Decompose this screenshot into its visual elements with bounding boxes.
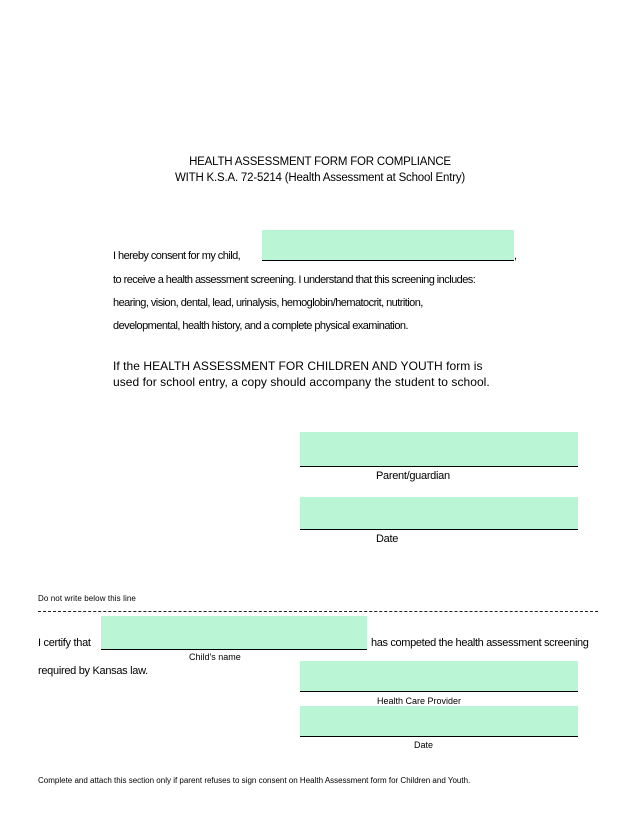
certify-line-2: required by Kansas law. xyxy=(38,665,148,677)
note-line-2: used for school entry, a copy should accompany the student to school. xyxy=(113,375,490,389)
childs-name-label: Child's name xyxy=(189,652,241,662)
parent-signature-field[interactable] xyxy=(300,432,578,466)
dashed-divider xyxy=(38,611,598,612)
provider-date-underline xyxy=(300,736,578,737)
form-title-line-1: HEALTH ASSESSMENT FORM FOR COMPLIANCE xyxy=(189,156,451,168)
provider-signature-underline xyxy=(300,691,578,692)
certify-prefix-text: I certify that xyxy=(38,637,91,649)
health-care-provider-label: Health Care Provider xyxy=(377,696,462,706)
certify-suffix-text: has competed the health assessment screening xyxy=(371,637,589,649)
certify-child-name-underline xyxy=(101,649,367,650)
consent-line-3: hearing, vision, dental, lead, urinalysis, hemoglobin/hematocrit, nutrition, xyxy=(113,297,423,309)
consent-intro-text: I hereby consent for my child, xyxy=(113,250,241,262)
consent-date-field[interactable] xyxy=(300,497,578,529)
child-name-field[interactable] xyxy=(262,230,514,260)
provider-date-label: Date xyxy=(414,740,434,750)
certify-child-name-field[interactable] xyxy=(101,616,367,649)
note-line-1: If the HEALTH ASSESSMENT FOR CHILDREN AND YOUTH form is xyxy=(113,359,483,373)
consent-line-4: developmental, health history, and a complete physical examination. xyxy=(113,320,408,332)
form-title-line-2: WITH K.S.A. 72-5214 (Health Assessment at School Entry) xyxy=(174,172,466,184)
parent-guardian-label: Parent/guardian xyxy=(376,470,450,482)
consent-date-underline xyxy=(300,529,578,530)
do-not-write-label: Do not write below this line xyxy=(38,594,136,603)
footer-instruction: Complete and attach this section only if parent refuses to sign consent on Health Assessment form for Children and Youth. xyxy=(38,776,471,785)
consent-date-label: Date xyxy=(376,533,399,545)
provider-signature-field[interactable] xyxy=(300,661,578,691)
child-name-underline xyxy=(262,260,514,261)
consent-line-2: to receive a health assessment screening. I understand that this screening includes: xyxy=(113,274,476,286)
parent-signature-underline xyxy=(300,466,578,467)
consent-comma: , xyxy=(514,250,518,262)
provider-date-field[interactable] xyxy=(300,706,578,736)
